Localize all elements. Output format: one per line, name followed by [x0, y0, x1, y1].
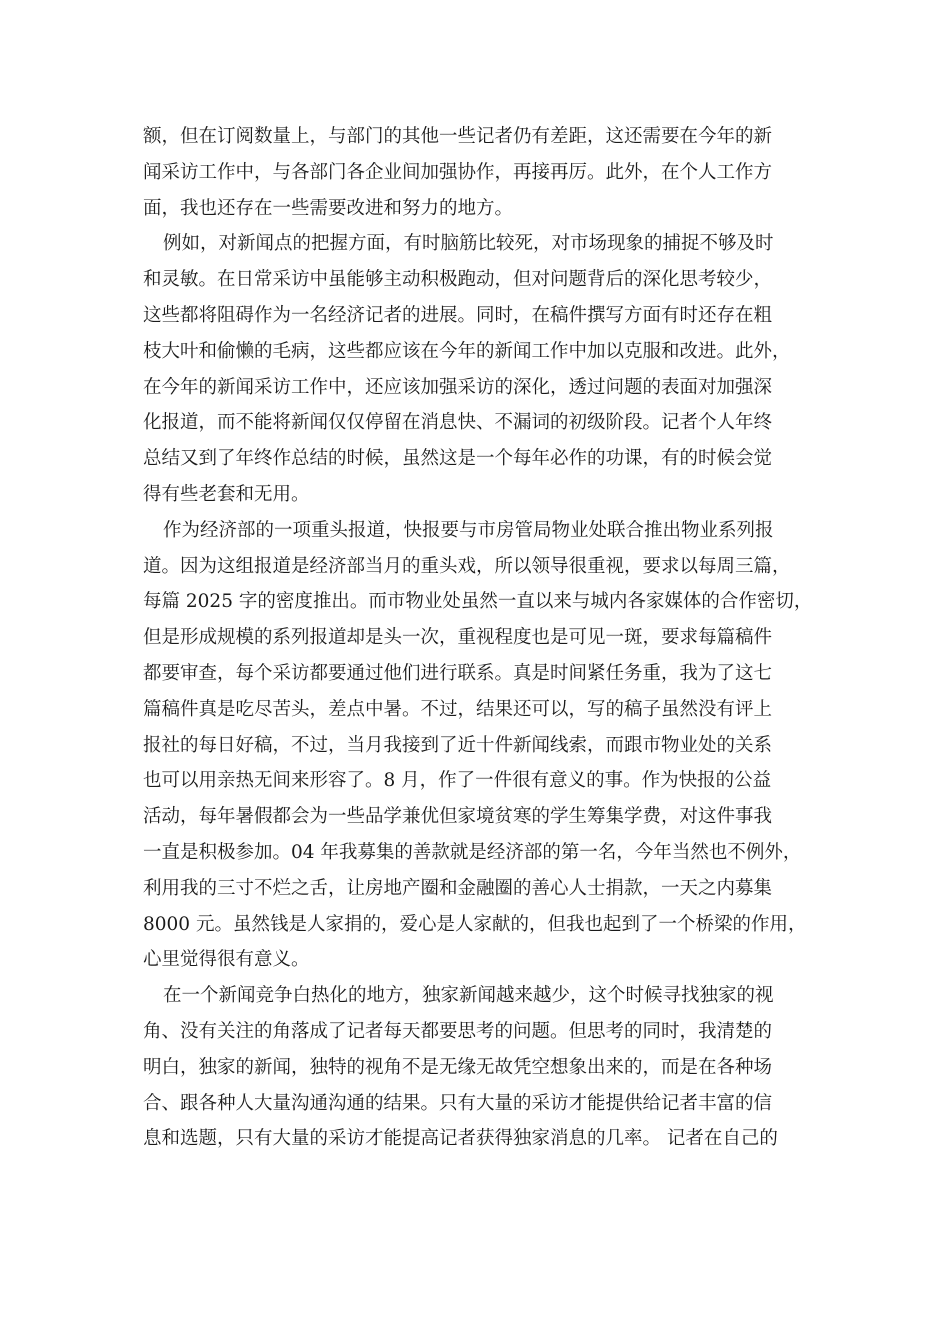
- text-line: 8000 元。虽然钱是人家捐的，爱心是人家献的，但我也起到了一个桥梁的作用，: [143, 913, 807, 935]
- text-line: 活动，每年暑假都会为一些品学兼优但家境贫寒的学生筹集学费，对这件事我: [143, 806, 773, 828]
- text-line: 面，我也还存在一些需要改进和努力的地方。: [143, 197, 514, 219]
- body-text: [143, 119, 815, 1157]
- text-line: 角、没有关注的角落成了记者每天都要思考的问题。但思考的同时，我清楚的: [143, 1020, 773, 1042]
- text-line: 一直是积极参加。04 年我募集的善款就是经济部的第一名，今年当然也不例外，: [143, 841, 802, 863]
- text-line: 也可以用亲热无间来形容了。8 月，作了一件很有意义的事。作为快报的公益: [143, 770, 772, 792]
- text-line: 枝大叶和偷懒的毛病，这些都应该在今年的新闻工作中加以克服和改进。此外，: [143, 340, 791, 362]
- text-line: 利用我的三寸不烂之舌，让房地产圈和金融圈的善心人士捐款，一天之内募集: [143, 877, 773, 899]
- text-line: 在今年的新闻采访工作中，还应该加强采访的深化，透过问题的表面对加强深: [143, 376, 773, 398]
- text-line: 报社的每日好稿，不过，当月我接到了近十件新闻线索，而跟市物业处的关系: [143, 734, 773, 756]
- text-line: 额，但在订阅数量上，与部门的其他一些记者仍有差距，这还需要在今年的新: [143, 126, 773, 147]
- text-line: 道。因为这组报道是经济部当月的重头戏，所以领导很重视，要求以每周三篇，: [143, 555, 791, 577]
- text-line: 在一个新闻竞争白热化的地方，独家新闻越来越少，这个时候寻找独家的视: [163, 985, 774, 1007]
- text-line: 得有些老套和无用。: [143, 483, 310, 505]
- paragraph: [143, 119, 815, 226]
- text-line: 总结又到了年终作总结的时候，虽然这是一个每年必作的功课，有的时候会觉: [143, 448, 773, 470]
- text-line: 但是形成规模的系列报道却是头一次，重视程度也是可见一斑，要求每篇稿件: [143, 627, 773, 649]
- text-line: 作为经济部的一项重头报道，快报要与市房管局物业处联合推出物业系列报: [163, 519, 774, 541]
- text-line: 化报道，而不能将新闻仅仅停留在消息快、不漏词的初级阶段。记者个人年终: [143, 412, 773, 434]
- text-line: 闻采访工作中，与各部门各企业间加强协作，再接再厉。此外，在个人工作方: [143, 161, 773, 183]
- text-line: 心里觉得很有意义。: [143, 949, 310, 971]
- text-line: 都要审查，每个采访都要通过他们进行联系。真是时间紧任务重，我为了这七: [143, 662, 773, 684]
- text-line: 这些都将阻碍作为一名经济记者的进展。同时，在稿件撰写方面有时还存在粗: [143, 304, 773, 326]
- paragraph: [143, 226, 815, 512]
- text-line: 合、跟各种人大量沟通沟通的结果。只有大量的采访才能提供给记者丰富的信: [143, 1092, 773, 1114]
- text-line: 每篇 2025 字的密度推出。而市物业处虽然一直以来与城内各家媒体的合作密切，: [143, 591, 813, 613]
- text-line: 篇稿件真是吃尽苦头，差点中暑。不过，结果还可以，写的稿子虽然没有评上: [143, 698, 773, 720]
- paragraph: [143, 513, 815, 978]
- text-line: 明白，独家的新闻，独特的视角不是无缘无故凭空想象出来的，而是在各种场: [143, 1056, 773, 1078]
- text-line: 和灵敏。在日常采访中虽能够主动积极跑动，但对问题背后的深化思考较少，: [143, 269, 773, 291]
- paragraph: [143, 978, 815, 1157]
- text-line: 例如，对新闻点的把握方面，有时脑筋比较死，对市场现象的捕捉不够及时: [163, 233, 774, 255]
- text-line: 息和选题，只有大量的采访才能提高记者获得独家消息的几率。 记者在自己的: [143, 1128, 778, 1150]
